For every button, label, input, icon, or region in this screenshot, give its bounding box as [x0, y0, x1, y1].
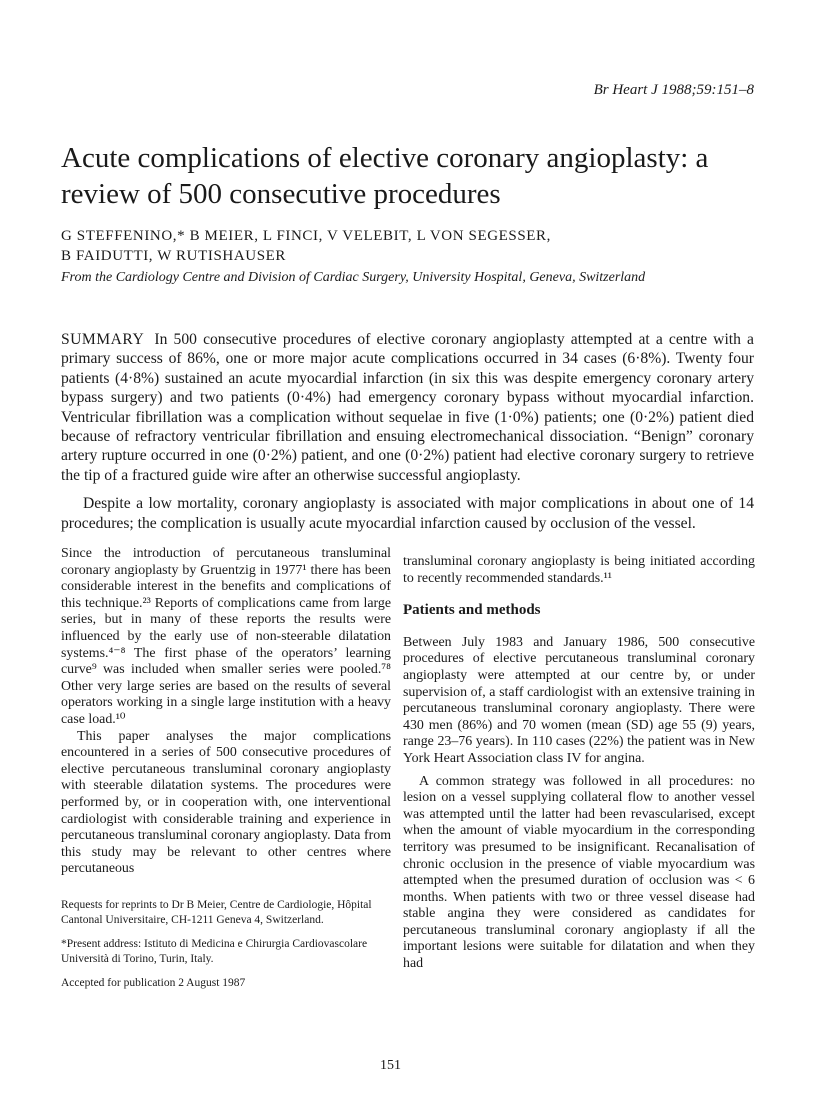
footnote-reprints: Requests for reprints to Dr B Meier, Centre de Cardiologie, Hôpital Cantonal Universitaire, CH-1211 Geneva 4, Switzerland. [61, 899, 372, 926]
footnotes [61, 898, 391, 1001]
footnote-accepted: Accepted for publication 2 August 1987 [61, 977, 246, 989]
footnote-present-address: *Present address: Istituto di Medicina e Chirurgia Cardiovascolare Università di Torino, Turin, Italy. [61, 938, 368, 965]
section-heading-patients-methods: Patients and methods [403, 602, 541, 619]
summary-label: SUMMARY [61, 331, 145, 348]
methods-paragraph-1: Between July 1983 and January 1986, 500 consecutive procedures of elective percutaneous transluminal coronary angioplasty were attempted at our centre by, or under supervision of, a staff cardiologist with an extensive training in percutaneous transluminal coronary angioplasty. There were 430 men (86%) and 70 women (mean (SD) age 55 (9) years, range 23–76 years). In 110 cases (22%) the patient was in New York Heart Association class IV for angina. [403, 634, 755, 766]
authors-line-2: B FAIDUTTI, W RUTISHAUSER [61, 248, 287, 264]
summary-text-1: In 500 consecutive procedures of elective coronary angioplasty attempted at a centre with a primary success of 86%, one or more major acute complications occurred in 34 cases (6·8%). Twenty four patients (4·8%) sustained an acute myocardial infarction (in six this was despite emergency coronary artery bypass surgery) and two patients (0·4%) had emergency coronary bypass without myocardial infarction. Ventricular fibrillation was a complication without sequelae in five (1·0%) patients; one (0·2%) patient died because of refractory ventricular fibrillation and ensuing electromechanical dissociation. “Benign” coronary artery rupture occurred in one (0·2%) patient, and one (0·2%) patient had elective coronary surgery to retrieve the tip of a fractured guide wire after an otherwise successful angioplasty. [61, 331, 754, 484]
body-column-right [403, 554, 755, 973]
body-column-left [61, 546, 391, 878]
methods-paragraph-2: A common strategy was followed in all procedures: no lesion on a vessel supplying collateral flow to another vessel was attempted until the latter had been revascularised, except when the amount of viable myocardium in the corresponding territory was presumed to be insignificant. Recanalisation of chronic occlusion in the presence of viable myocardium was attempted when the presumed duration of occlusion was < 6 months. When patients with two or three vessel disease had stable angina they were considered as candidates for percutaneous transluminal coronary angioplasty if all the important lesions were suitable for dilatation and when they had [403, 773, 755, 972]
authors-line-1: G STEFFENINO,* B MEIER, L FINCI, V VELEBIT, L VON SEGESSER, [61, 228, 552, 244]
summary-paragraph-2: Despite a low mortality, coronary angioplasty is associated with major complications in about one of 14 procedures; the complication is usually acute myocardial infarction caused by occlusion of the vessel. [61, 495, 754, 532]
author-affiliation: From the Cardiology Centre and Division of Cardiac Surgery, University Hospital, Geneva, Switzerland [61, 270, 646, 285]
intro-paragraph-1: Since the introduction of percutaneous transluminal coronary angioplasty by Gruentzig in 1977¹ there has been considerable interest in the benefits and complications of this technique.²³ Reports of complications came from large series, but in many of these reports the results were influenced by the early use of non-steerable dilatation systems.⁴⁻⁸ The first phase of the operators’ learning curve⁹ was included when smaller series were pooled.⁷⁸ Other very large series are based on the results of several operators working in a single large institution with a heavy case load.¹⁰ [61, 546, 391, 727]
author-list [61, 226, 761, 266]
summary-paragraph-1 [61, 330, 754, 485]
intro-paragraph-2: This paper analyses the major complications encountered in a series of 500 consecutive procedures of elective percutaneous transluminal coronary angioplasty with steerable dilatation systems. The procedures were performed by, or in cooperation with, one interventional cardiologist with considerable training and experience in percutaneous transluminal coronary angioplasty. Data from this study may be relevant to other centres where percutaneous [61, 728, 391, 877]
journal-citation: Br Heart J 1988;59:151–8 [593, 82, 754, 98]
summary-abstract [61, 330, 754, 533]
page-number: 151 [380, 1058, 401, 1073]
article-title: Acute complications of elective coronary angioplasty: a review of 500 consecutive procedures [61, 142, 709, 210]
intro-paragraph-continued: transluminal coronary angioplasty is being initiated according to recently recommended standards.¹¹ [403, 554, 755, 586]
